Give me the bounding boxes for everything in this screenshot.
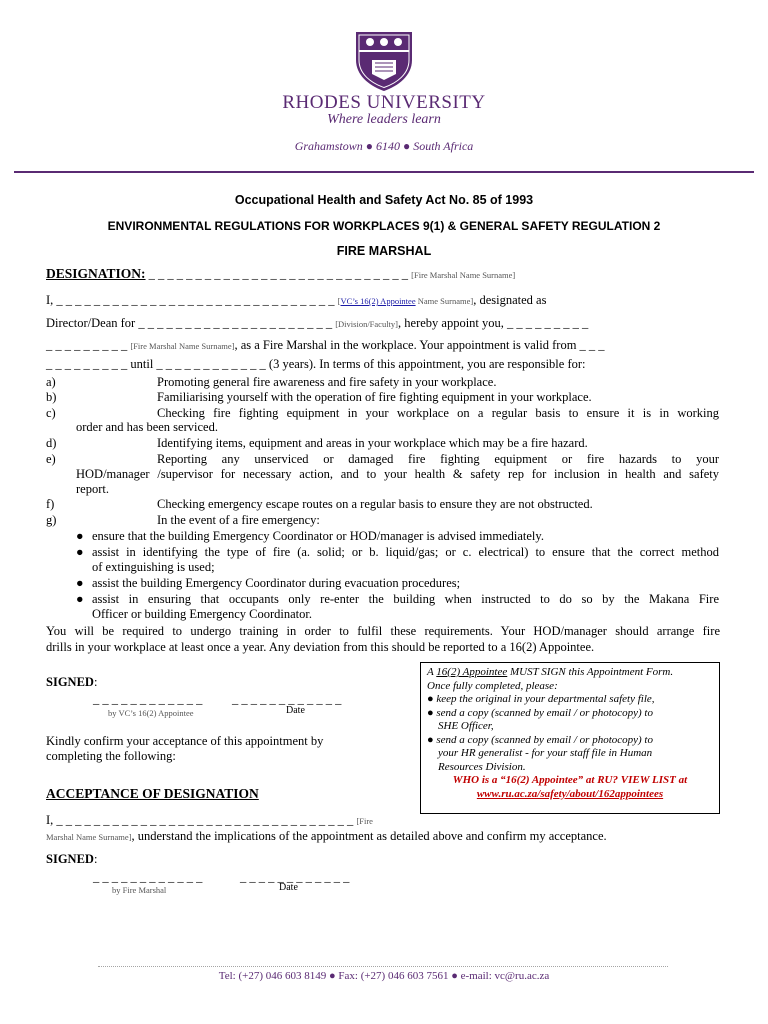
acceptance-hint-cont: Marshal Name Surname] bbox=[46, 832, 132, 842]
list-item-continuation: report. bbox=[76, 482, 109, 496]
university-tagline: Where leaders learn bbox=[327, 112, 441, 127]
appointee-signature-field[interactable]: _ _ _ _ _ _ _ _ _ _ _ _ bbox=[93, 692, 203, 706]
list-item: Familiarising yourself with the operation of fire fighting equipment in your workplace. bbox=[157, 390, 592, 404]
item-letter: c) bbox=[46, 406, 56, 420]
acceptance-name-blank[interactable]: I, _ _ _ _ _ _ _ _ _ _ _ _ _ _ _ _ _ _ _ _ _ _ _ _ _ _ _ _ _ _ _ _ bbox=[46, 813, 357, 827]
header-divider bbox=[14, 171, 754, 173]
list-item: Promoting general fire awareness and fire safety in your workplace. bbox=[157, 375, 497, 389]
list-item: Reporting any unserviced or damaged fire fighting equipment or fire hazards to your bbox=[157, 452, 719, 466]
item-letter: b) bbox=[46, 390, 57, 404]
appointee-list-link[interactable]: www.ru.ac.za/safety/about/162appointees bbox=[476, 787, 664, 800]
list-item: Identifying items, equipment and areas in your workplace which may be a fire hazard. bbox=[157, 436, 588, 450]
bullet-item-continuation: of extinguishing is used; bbox=[92, 560, 215, 574]
appointee-date-caption: Date bbox=[286, 705, 305, 716]
list-item: In the event of a fire emergency: bbox=[157, 513, 320, 527]
acceptance-line-1 bbox=[46, 813, 373, 828]
acceptance-heading: ACCEPTANCE OF DESIGNATION bbox=[46, 786, 259, 801]
marshal-signature-caption: by Fire Marshal bbox=[112, 885, 167, 895]
confirm-line-1: Kindly confirm your acceptance of this appointment by bbox=[46, 734, 324, 748]
acceptance-line-2 bbox=[46, 829, 607, 844]
appointment-line-3 bbox=[46, 338, 605, 353]
appointee-link[interactable]: 16(2) Appointee bbox=[436, 666, 508, 678]
bullet-item: assist in ensuring that occupants only re-enter the building when instructed to do so by the Makana Fire bbox=[92, 592, 719, 606]
division-hint: [Division/Faculty] bbox=[335, 319, 399, 329]
signed-label-2: SIGNED: bbox=[46, 852, 98, 866]
training-line-2: drills in your workplace at least once a year. Any deviation from this should be reported to a 16(2) Appointee. bbox=[46, 640, 595, 654]
appointee-hint-link[interactable]: VC’s 16(2) Appointee bbox=[340, 296, 416, 306]
validity-text: , as a Fire Marshal in the workplace. Your appointment is valid from _ _ _ bbox=[234, 338, 605, 352]
note-line: ● send a copy (scanned by email / or photocopy) to bbox=[427, 733, 653, 746]
note-line: ● send a copy (scanned by email / or photocopy) to bbox=[427, 706, 653, 719]
bullet-item: assist in identifying the type of fire (a. solid; or b. liquid/gas; or c. electrical) to ensure that the correct method bbox=[92, 545, 719, 559]
item-letter: a) bbox=[46, 375, 56, 389]
item-letter: f) bbox=[46, 497, 55, 511]
appointee-date-field[interactable]: _ _ _ _ _ _ _ _ _ _ _ _ bbox=[232, 692, 342, 706]
note-line: A 16(2) Appointee MUST SIGN this Appointment Form. bbox=[427, 666, 674, 678]
marshal-name-blank[interactable]: _ _ _ _ _ _ _ _ _ bbox=[46, 338, 131, 352]
appointee-hint: [VC’s 16(2) Appointee Name Surname] bbox=[337, 296, 474, 306]
fire-marshal-title: FIRE MARSHAL bbox=[336, 244, 432, 258]
marshal-signature-field[interactable]: _ _ _ _ _ _ _ _ _ _ _ _ bbox=[93, 870, 203, 884]
contact-footer: Tel: (+27) 046 603 8149 ● Fax: (+27) 046 603 7561 ● e-mail: vc@ru.ac.za bbox=[218, 970, 550, 982]
note-line: SHE Officer, bbox=[438, 720, 494, 732]
note-line: Once fully completed, please: bbox=[427, 679, 558, 692]
marshal-name-hint: [Fire Marshal Name Surname] bbox=[130, 341, 235, 351]
note-line: Resources Division. bbox=[438, 760, 526, 773]
footer-divider bbox=[98, 966, 668, 968]
appointment-line-4: _ _ _ _ _ _ _ _ _ until _ _ _ _ _ _ _ _ _ _ _ _ (3 years). In terms of this appointment, you are responsible for: bbox=[46, 357, 586, 371]
regulations-title: ENVIRONMENTAL REGULATIONS FOR WORKPLACES 9(1) & GENERAL SAFETY REGULATION 2 bbox=[107, 219, 661, 233]
appointment-line-1 bbox=[46, 293, 546, 308]
note-line: ● keep the original in your departmental safety file, bbox=[427, 693, 655, 705]
training-line-1: You will be required to undergo training in order to fulfil these requirements. Your HOD/manager should arrange fire bbox=[46, 624, 720, 638]
designation-line bbox=[46, 266, 515, 282]
designation-label: DESIGNATION: bbox=[46, 266, 146, 281]
item-letter: g) bbox=[46, 513, 57, 527]
bullet-icon: ● bbox=[76, 529, 84, 543]
appointee-name-blank[interactable]: I, _ _ _ _ _ _ _ _ _ _ _ _ _ _ _ _ _ _ _ _ _ _ _ _ _ _ _ _ _ _ bbox=[46, 293, 338, 307]
list-item: Checking emergency escape routes on a regular basis to ensure they are not obstructed. bbox=[157, 497, 593, 511]
confirm-line-2: completing the following: bbox=[46, 749, 176, 763]
appointment-note-box bbox=[420, 662, 720, 814]
designated-as-text: , designated as bbox=[473, 293, 547, 307]
bullet-item: ensure that the building Emergency Coordinator or HOD/manager is advised immediately. bbox=[92, 529, 544, 543]
bullet-item-continuation: Officer or building Emergency Coordinator. bbox=[92, 607, 312, 621]
designation-hint: [Fire Marshal Name Surname] bbox=[411, 270, 516, 280]
acceptance-hint: [Fire bbox=[356, 816, 373, 826]
list-item: Checking fire fighting equipment in your workplace on a regular basis to ensure it is in working bbox=[157, 406, 719, 420]
appointee-list-warning: WHO is a “16(2) Appointee” at RU? VIEW LIST at bbox=[452, 774, 688, 786]
bullet-icon: ● bbox=[76, 545, 84, 559]
bullet-item: assist the building Emergency Coordinator during evacuation procedures; bbox=[92, 576, 461, 590]
designation-blank[interactable]: _ _ _ _ _ _ _ _ _ _ _ _ _ _ _ _ _ _ _ _ _ _ _ _ _ _ _ _ bbox=[148, 267, 412, 281]
list-item-continuation: HOD/manager /supervisor for necessary action, and to your health & safety rep for inclusion in health and safety bbox=[76, 467, 719, 481]
signed-label-1: SIGNED: bbox=[46, 675, 98, 689]
rhodes-crest-logo bbox=[348, 30, 420, 92]
acceptance-text: , understand the implications of the appointment as detailed above and confirm my acceptance. bbox=[131, 829, 607, 843]
item-letter: e) bbox=[46, 452, 56, 466]
appoint-you-text[interactable]: , hereby appoint you, _ _ _ _ _ _ _ _ _ bbox=[398, 316, 589, 330]
item-letter: d) bbox=[46, 436, 57, 450]
bullet-icon: ● bbox=[76, 592, 84, 606]
marshal-date-field[interactable]: _ _ _ _ _ _ _ _ _ _ _ _ bbox=[240, 870, 350, 884]
division-blank[interactable]: Director/Dean for _ _ _ _ _ _ _ _ _ _ _ _ _ _ _ _ _ _ _ _ _ bbox=[46, 316, 336, 330]
university-address: Grahamstown ● 6140 ● South Africa bbox=[294, 139, 474, 153]
university-name: RHODES UNIVERSITY bbox=[282, 92, 486, 113]
list-item-continuation: order and has been serviced. bbox=[76, 420, 218, 434]
act-title: Occupational Health and Safety Act No. 85 of 1993 bbox=[234, 193, 534, 207]
appointment-line-2 bbox=[46, 316, 588, 331]
bullet-icon: ● bbox=[76, 576, 84, 590]
appointee-signature-caption: by VC’s 16(2) Appointee bbox=[108, 708, 194, 718]
note-line: your HR generalist - for your staff file in Human bbox=[438, 747, 653, 759]
marshal-date-caption: Date bbox=[279, 882, 298, 893]
